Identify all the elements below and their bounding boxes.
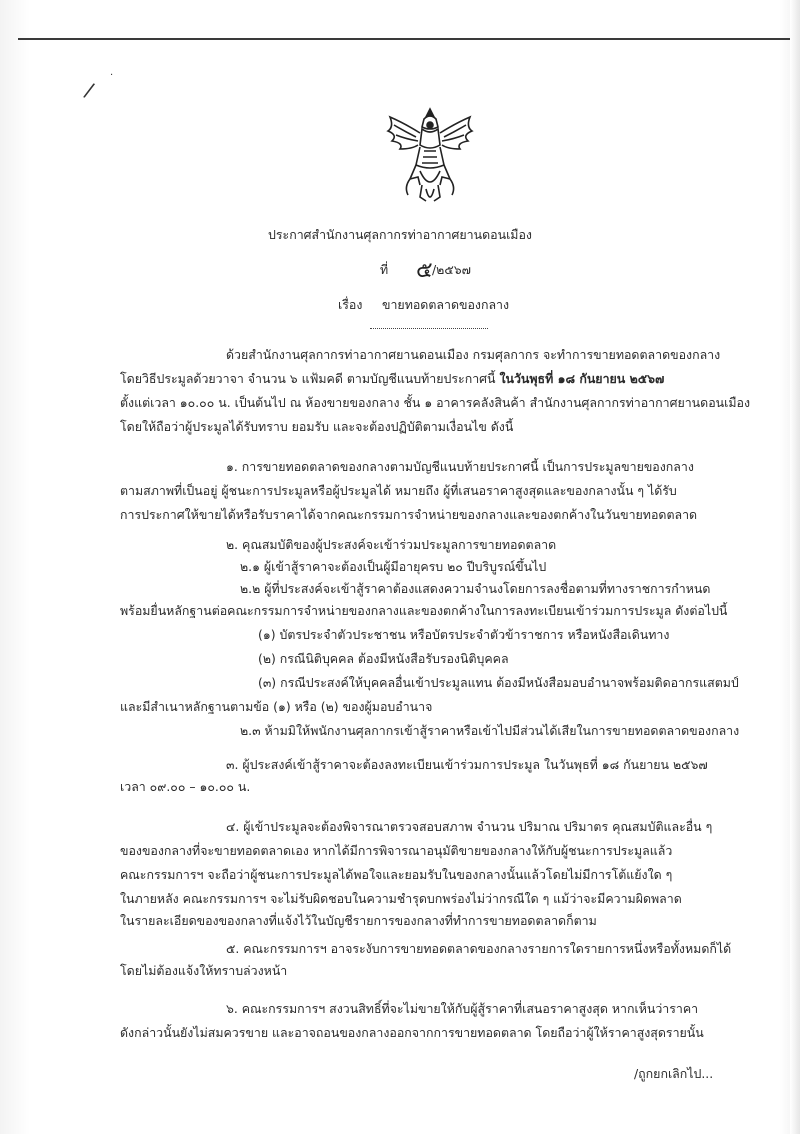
clause-2-2-a: (๑) บัตรประจำตัวประชาชน หรือบัตรประจำตัวข้าราชการ หรือหนังสือเดินทาง bbox=[258, 627, 670, 642]
clause-4-line-4: ในภายหลัง คณะกรรมการฯ จะไม่รับผิดชอบในความชำรุดบกพร่องไม่ว่ากรณีใด ๆ แม้ว่าจะมีความผิดพลาด bbox=[120, 891, 682, 906]
clause-6-line-2: ดังกล่าวนั้นยังไม่สมควรขาย และอาจถอนของกลางออกจากการขายทอดตลาด โดยถือว่าผู้ให้ราคาสูงสุดรายนั้น bbox=[120, 1025, 704, 1040]
clause-2-2-line-2: พร้อมยื่นหลักฐานต่อคณะกรรมการจำหน่ายของกลางและของตกค้างในการลงทะเบียนเข้าร่วมการประมูล ดังต่อไปนี้ bbox=[120, 603, 728, 618]
number-label: ที่ bbox=[380, 262, 389, 277]
top-border-line bbox=[18, 38, 800, 40]
clause-6-line-1: ๖. คณะกรรมการฯ สงวนสิทธิ์ที่จะไม่ขายให้กับผู้สู้ราคาที่เสนอราคาสูงสุด หากเห็นว่าราคา bbox=[226, 1001, 699, 1016]
clause-1-line-3: การประกาศให้ขายได้หรือรับราคาได้จากคณะกรรมการจำหน่ายของกลางและของตกค้างในวันขายทอดตลาด bbox=[120, 507, 698, 522]
intro-line-1: ด้วยสำนักงานศุลกากรท่าอากาศยานดอนเมือง กรมศุลกากร จะทำการขายทอดตลาดของกลาง bbox=[226, 347, 721, 362]
announcement-title: ประกาศสำนักงานศุลกากรท่าอากาศยานดอนเมือง bbox=[268, 227, 532, 242]
clause-2-2-b: (๒) กรณีนิติบุคคล ต้องมีหนังสือรับรองนิติบุคคล bbox=[258, 651, 509, 666]
auction-date: ในวันพุธที่ ๑๘ กันยายน ๒๕๖๗ bbox=[499, 371, 665, 386]
subject-label: เรื่อง bbox=[338, 297, 363, 312]
clause-4-line-3: คณะกรรมการฯ จะถือว่าผู้ชนะการประมูลได้พอใจและยอมรับในของกลางนั้นแล้วโดยไม่มีการโต้แย้งใด ๆ bbox=[120, 867, 673, 882]
intro-line-2 bbox=[120, 371, 664, 387]
clause-3-line-2: เวลา ๐๙.๐๐ – ๑๐.๐๐ น. bbox=[120, 779, 251, 794]
handwritten-mark: / bbox=[82, 77, 97, 103]
handwritten-mark-dot: · bbox=[110, 70, 114, 81]
garuda-emblem-icon bbox=[380, 105, 480, 210]
clause-2-2-line-1: ๒.๒ ผู้ที่ประสงค์จะเข้าสู้ราคาต้องแสดงความจำนงโดยการลงชื่อตามที่ทางราชการกำหนด bbox=[240, 581, 711, 596]
clause-2-2-c-line-2: และมีสำเนาหลักฐานตามข้อ (๑) หรือ (๒) ของผู้มอบอำนาจ bbox=[120, 699, 433, 714]
page-edge-shadow bbox=[790, 0, 800, 1134]
clause-5-line-1: ๕. คณะกรรมการฯ อาจระงับการขายทอดตลาดของกลางรายการใดรายการหนึ่งหรือทั้งหมดก็ได้ bbox=[226, 941, 732, 956]
intro-line-2-text: โดยวิธีประมูลด้วยวาจา จำนวน ๖ แฟ้มคดี ตามบัญชีแนบท้ายประกาศนี้ bbox=[120, 371, 500, 386]
separator-dots bbox=[370, 328, 488, 329]
intro-line-4: โดยให้ถือว่าผู้ประมูลได้รับทราบ ยอมรับ และจะต้องปฏิบัติตามเงื่อนไข ดังนี้ bbox=[120, 419, 514, 434]
clause-4-line-5: ในรายละเอียดของของกลางที่แจ้งไว้ในบัญชีรายการของกลางที่ทำการขายทอดตลาดก็ตาม bbox=[120, 913, 597, 928]
continued-marker: /ถูกยกเลิกไป... bbox=[634, 1066, 714, 1081]
clause-2-3: ๒.๓ ห้ามมิให้พนักงานศุลกากรเข้าสู้ราคาหรือเข้าไปมีส่วนได้เสียในการขายทอดตลาดของกลาง bbox=[240, 723, 740, 738]
clause-2-2-c-line-1: (๓) กรณีประสงค์ให้บุคคลอื่นเข้าประมูลแทน ต้องมีหนังสือมอบอำนาจพร้อมติดอากรแสตมป์ bbox=[258, 675, 739, 690]
intro-line-3: ตั้งแต่เวลา ๑๐.๐๐ น. เป็นต้นไป ณ ห้องขายของกลาง ชั้น ๑ อาคารคลังสินค้า สำนักงานศุลกากรท่าอากาศยานดอนเมือง bbox=[120, 395, 751, 410]
clause-1-line-2: ตามสภาพที่เป็นอยู่ ผู้ชนะการประมูลหรือผู้ประมูลได้ หมายถึง ผู้ที่เสนอราคาสูงสุดและของกลางนั้น ๆ ได้รับ bbox=[120, 483, 677, 498]
subject-text: ขายทอดตลาดของกลาง bbox=[382, 297, 510, 312]
clause-5-line-2: โดยไม่ต้องแจ้งให้ทราบล่วงหน้า bbox=[120, 963, 288, 978]
clause-1-line-1: ๑. การขายทอดตลาดของกลางตามบัญชีแนบท้ายประกาศนี้ เป็นการประมูลขายของกลาง bbox=[226, 459, 694, 474]
clause-2-1: ๒.๑ ผู้เข้าสู้ราคาจะต้องเป็นผู้มีอายุครบ ๒๐ ปีบริบูรณ์ขึ้นไป bbox=[240, 559, 547, 574]
clause-2-line-1: ๒. คุณสมบัติของผู้ประสงค์จะเข้าร่วมประมูลการขายทอดตลาด bbox=[226, 537, 557, 552]
clause-4-line-1: ๔. ผู้เข้าประมูลจะต้องพิจารณาตรวจสอบสภาพ จำนวน ปริมาณ ปริมาตร คุณสมบัติและอื่น ๆ bbox=[226, 819, 713, 834]
clause-4-line-2: ของของกลางที่จะขายทอดตลาดเอง หากได้มีการพิจารณาอนุมัติขายของกลางให้กับผู้ชนะการประมูลแล้ว bbox=[120, 843, 673, 858]
handwritten-number: ๕ bbox=[416, 258, 433, 283]
number-suffix: /๒๕๖๗ bbox=[432, 262, 471, 277]
clause-3-line-1: ๓. ผู้ประสงค์เข้าสู้ราคาจะต้องลงทะเบียนเข้าร่วมการประมูล ในวันพุธที่ ๑๘ กันยายน ๒๕๖๗ bbox=[226, 757, 708, 772]
